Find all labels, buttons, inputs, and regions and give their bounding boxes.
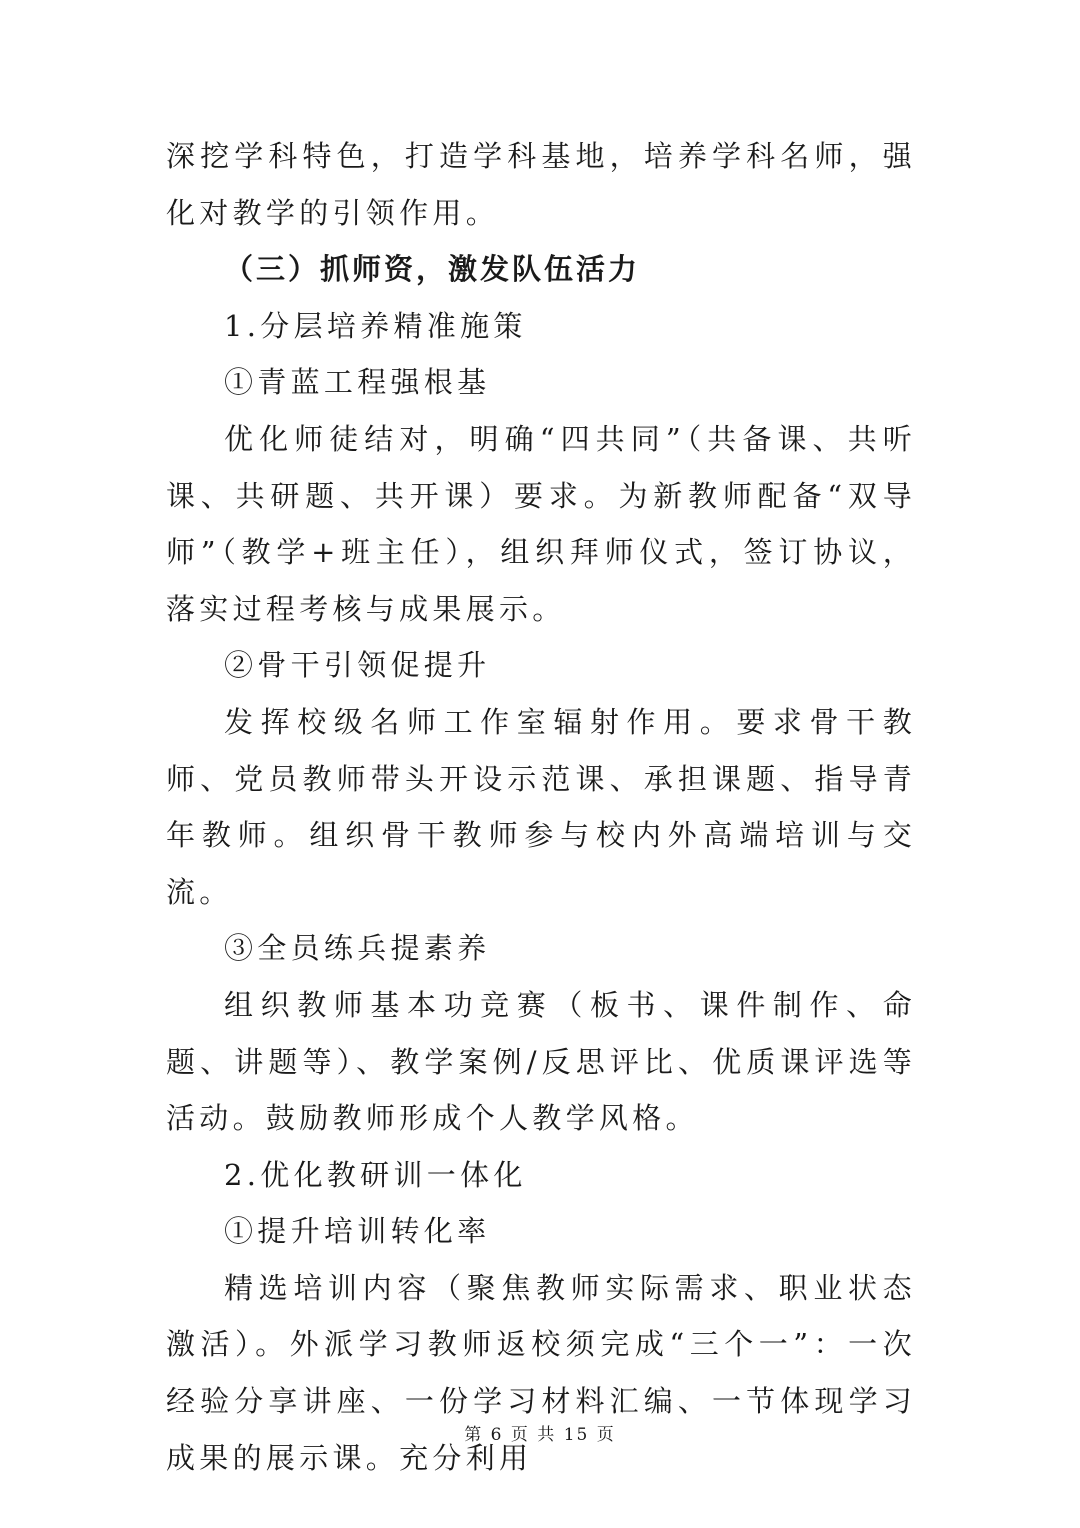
paragraph-training-content: 精选培训内容（聚焦教师实际需求、职业状态激活）。外派学习教师返校须完成“三个一”：一次经验分享讲座、一份学习材料汇编、一节体现学习成果的展示课。充分利用 — [166, 1270, 916, 1475]
page-number-footer: 第 6 页 共 15 页 — [464, 1425, 616, 1445]
item-heading-qinglan-project: ①青蓝工程强根基 — [224, 365, 491, 400]
subheading-layered-training: 1.分层培养精准施策 — [224, 308, 527, 343]
paragraph-backbone-teachers: 发挥校级名师工作室辐射作用。要求骨干教师、党员教师带头开设示范课、承担课题、指导青年教师。组织骨干教师参与校内外高端培训与交流。 — [166, 704, 916, 909]
subheading-research-integration: 2.优化教研训一体化 — [224, 1157, 527, 1192]
paragraph-mentor-pairing: 优化师徒结对，明确“四共同”（共备课、共听课、共研题、共开课）要求。为新教师配备“双导师”（教学+班主任），组织拜师仪式，签订协议，落实过程考核与成果展示。 — [166, 421, 916, 626]
item-heading-training-conversion: ①提升培训转化率 — [224, 1214, 491, 1249]
document-body — [166, 128, 916, 1486]
paragraph-subject-features: 深挖学科特色，打造学科基地，培养学科名师，强化对教学的引领作用。 — [166, 139, 916, 230]
item-heading-backbone-leading: ②骨干引领促提升 — [224, 648, 491, 683]
item-heading-all-staff-training: ③全员练兵提素养 — [224, 931, 491, 966]
paragraph-skill-competitions: 组织教师基本功竞赛（板书、课件制作、命题、讲题等）、教学案例/反思评比、优质课评选等活动。鼓励教师形成个人教学风格。 — [166, 987, 916, 1136]
section-heading-teachers: （三）抓师资，激发队伍活力 — [224, 252, 641, 287]
